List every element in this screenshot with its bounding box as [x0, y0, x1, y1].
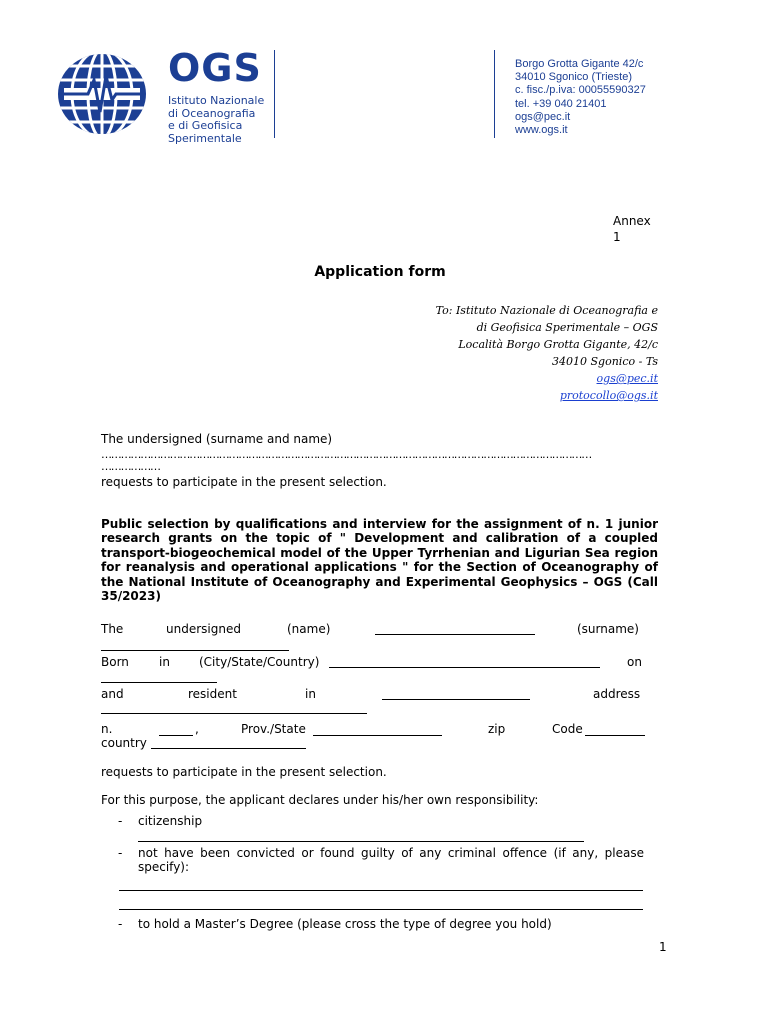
- criminal-details-field[interactable]: [119, 890, 643, 891]
- label-comma: ,: [195, 722, 199, 736]
- bullet-dash: -: [118, 917, 123, 931]
- province-field[interactable]: [313, 735, 442, 736]
- label-resident: resident: [188, 687, 237, 701]
- label-the: The: [101, 622, 124, 636]
- label-in: in: [159, 655, 170, 669]
- address-line: tel. +39 040 21401: [515, 97, 607, 110]
- header-divider: [494, 50, 495, 138]
- address-line: Borgo Grotta Gigante 42/c: [515, 58, 644, 70]
- label-undersigned: undersigned: [166, 622, 241, 636]
- name-dotted-field-cont[interactable]: ………………: [101, 460, 160, 473]
- label-born: Born: [101, 655, 129, 669]
- name-field[interactable]: [375, 634, 535, 635]
- recipient-line: 34010 Sgonico - Ts: [552, 355, 658, 368]
- label-city: (City/State/Country): [199, 655, 320, 669]
- declaration-criminal: not have been convicted or found guilty of any criminal offence (if any, please specify):: [138, 846, 644, 874]
- birthdate-field[interactable]: [101, 682, 217, 683]
- declaration-intro: For this purpose, the applicant declares under his/her own responsibility:: [101, 793, 539, 807]
- recipient-protocol-link[interactable]: protocollo@ogs.it: [559, 389, 658, 402]
- recipient-line: To: Istituto Nazionale di Oceanografia e: [435, 304, 658, 317]
- label-name: (name): [287, 622, 331, 636]
- label-surname: (surname): [577, 622, 639, 636]
- recipient-line: Località Borgo Grotta Gigante, 42/c: [458, 338, 658, 351]
- recipient-email-link[interactable]: ogs@pec.it: [596, 372, 658, 385]
- institute-line: Sperimentale: [168, 131, 242, 145]
- ogs-globe-logo: [54, 50, 150, 138]
- bullet-dash: -: [118, 814, 123, 828]
- address-field[interactable]: [101, 713, 367, 714]
- annex-label: [613, 213, 663, 245]
- label-number: n.: [101, 722, 113, 736]
- intro-requests: requests to participate in the present selection.: [101, 475, 387, 489]
- label-zip: zip: [488, 722, 506, 736]
- header-address: [515, 58, 646, 137]
- label-code: Code: [552, 722, 583, 736]
- institute-line: di Oceanografia: [168, 106, 256, 120]
- page-number: 1: [659, 940, 667, 954]
- label-on: on: [627, 655, 642, 669]
- zip-code-field[interactable]: [585, 735, 645, 736]
- birthplace-field[interactable]: [329, 667, 600, 668]
- recipient-block: [436, 302, 658, 404]
- label-country: country: [101, 736, 147, 750]
- requests-line: requests to participate in the present selection.: [101, 765, 387, 779]
- surname-field[interactable]: [101, 650, 289, 651]
- address-line: c. fisc./p.iva: 00055590327: [515, 84, 646, 97]
- label-in: in: [305, 687, 316, 701]
- intro-line: The undersigned (surname and name): [101, 432, 333, 446]
- annex-line: Annex: [613, 214, 651, 228]
- ogs-logo-text: OGS: [168, 46, 262, 90]
- label-prov: Prov./State: [241, 722, 306, 736]
- criminal-details-field-2[interactable]: [119, 909, 643, 910]
- page-title: Application form: [314, 264, 446, 280]
- address-line: 34010 Sgonico (Trieste): [515, 71, 632, 84]
- residence-field[interactable]: [382, 699, 530, 700]
- bullet-dash: -: [118, 846, 123, 860]
- institute-line: e di Geofisica: [168, 119, 243, 132]
- label-address: address: [593, 687, 641, 701]
- address-email[interactable]: ogs@pec.it: [515, 110, 571, 123]
- address-website[interactable]: www.ogs.it: [515, 124, 568, 137]
- country-field[interactable]: [151, 748, 306, 749]
- header-divider: [274, 50, 275, 138]
- name-dotted-field[interactable]: ……………………………………………………………………………………………………………………………………: [101, 448, 592, 461]
- declaration-degree: to hold a Master’s Degree (please cross the type of degree you hold): [138, 917, 552, 931]
- selection-title: Public selection by qualifications and interview for the assignment of n. 1 junior research grants on the topic of " Development and calibration of a coupled transport-biogeochemical model of the Upper Tyrrhenian and Ligurian Sea region for reanalysis and operational applications " for the Section of Oceanography of the National Institute of Oceanography and Experimental Geophysics – OGS (Call 35/2023): [101, 517, 658, 604]
- label-and: and: [101, 687, 124, 701]
- citizenship-field[interactable]: [138, 841, 584, 842]
- annex-number: 1: [613, 230, 621, 244]
- house-number-field[interactable]: [159, 735, 193, 736]
- recipient-line: di Geofisica Sperimentale – OGS: [476, 321, 658, 334]
- declaration-citizenship: citizenship: [138, 814, 203, 828]
- institute-line: Istituto Nazionale: [168, 94, 265, 107]
- institute-name: [168, 95, 264, 145]
